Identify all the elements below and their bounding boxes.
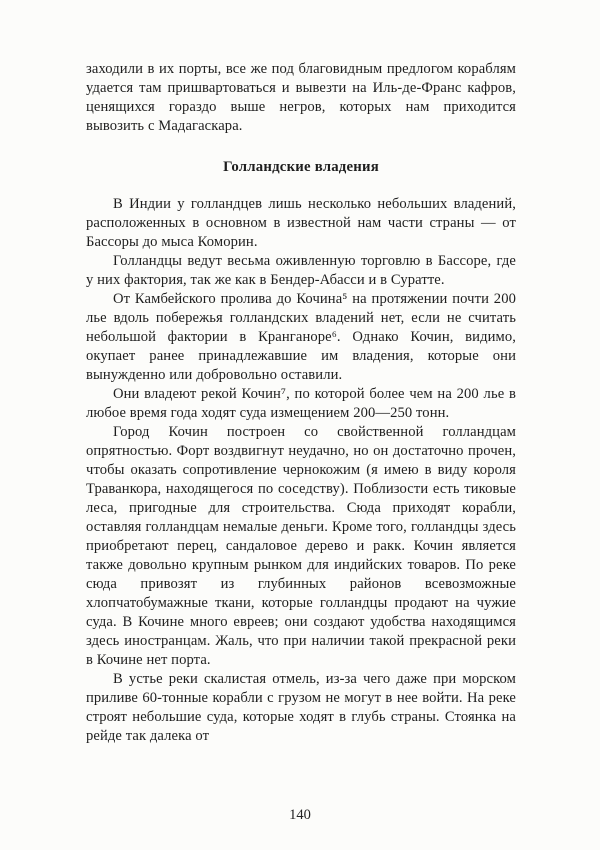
body-paragraph: В Индии у голландцев лишь несколько небольших владений, расположенных в основном в известной нам части страны — от Бассоры до мыса Коморин. bbox=[86, 196, 516, 250]
page-number: 140 bbox=[289, 807, 311, 823]
body-paragraph: Они владеют рекой Кочин⁷, по которой более чем на 200 лье в любое время года ходят суда измещением 200—250 тонн. bbox=[86, 386, 516, 421]
section-heading: Голландские владения bbox=[223, 159, 379, 175]
page-text-block bbox=[86, 60, 516, 746]
body-paragraph: От Камбейского пролива до Кочина⁵ на протяжении почти 200 лье вдоль побережья голландских владений нет, если не считать небольшой фактории в Кранганоре⁶. Однако Кочин, видимо, окупает ранее принадлежавшие им владения, которые они вынужденно или добровольно оставили. bbox=[86, 291, 516, 383]
continuation-paragraph: заходили в их порты, все же под благовидным предлогом кораблям удается там пришвартоваться и вывезти на Иль-де-Франс кафров, ценящихся гораздо выше негров, которых нам приходится вывозить с Мадагаскара. bbox=[86, 61, 516, 134]
body-paragraph: В устье реки скалистая отмель, из-за чего даже при морском приливе 60-тонные корабли с грузом не могут в нее войти. На реке строят небольшие суда, которые ходят в глубь страны. Стоянка на рейде так далека от bbox=[86, 671, 516, 744]
body-paragraph: Город Кочин построен со свойственной голландцам опрятностью. Форт воздвигнут неудачно, но он достаточно прочен, чтобы оказать сопротивление чернокожим (я имею в виду короля Траванкора, находящегося по соседству). Поблизости есть тиковые леса, пригодные для строительства. Сюда приходят корабли, оставляя голландцам немалые деньги. Кроме того, голландцы здесь приобретают перец, сандаловое дерево и ракк. Кочин является также довольно крупным рынком для индийских товаров. По реке сюда привозят из глубинных районов всевозможные хлопчатобумажные ткани, которые голландцы продают на чужие суда. В Кочине много евреев; они создают удобства находящимся здесь иностранцам. Жаль, что при наличии такой прекрасной реки в Кочине нет порта. bbox=[86, 424, 516, 668]
body-paragraph: Голландцы ведут весьма оживленную торговлю в Бассоре, где у них фактория, так же как в Бендер-Абасси и в Суратте. bbox=[86, 253, 516, 288]
